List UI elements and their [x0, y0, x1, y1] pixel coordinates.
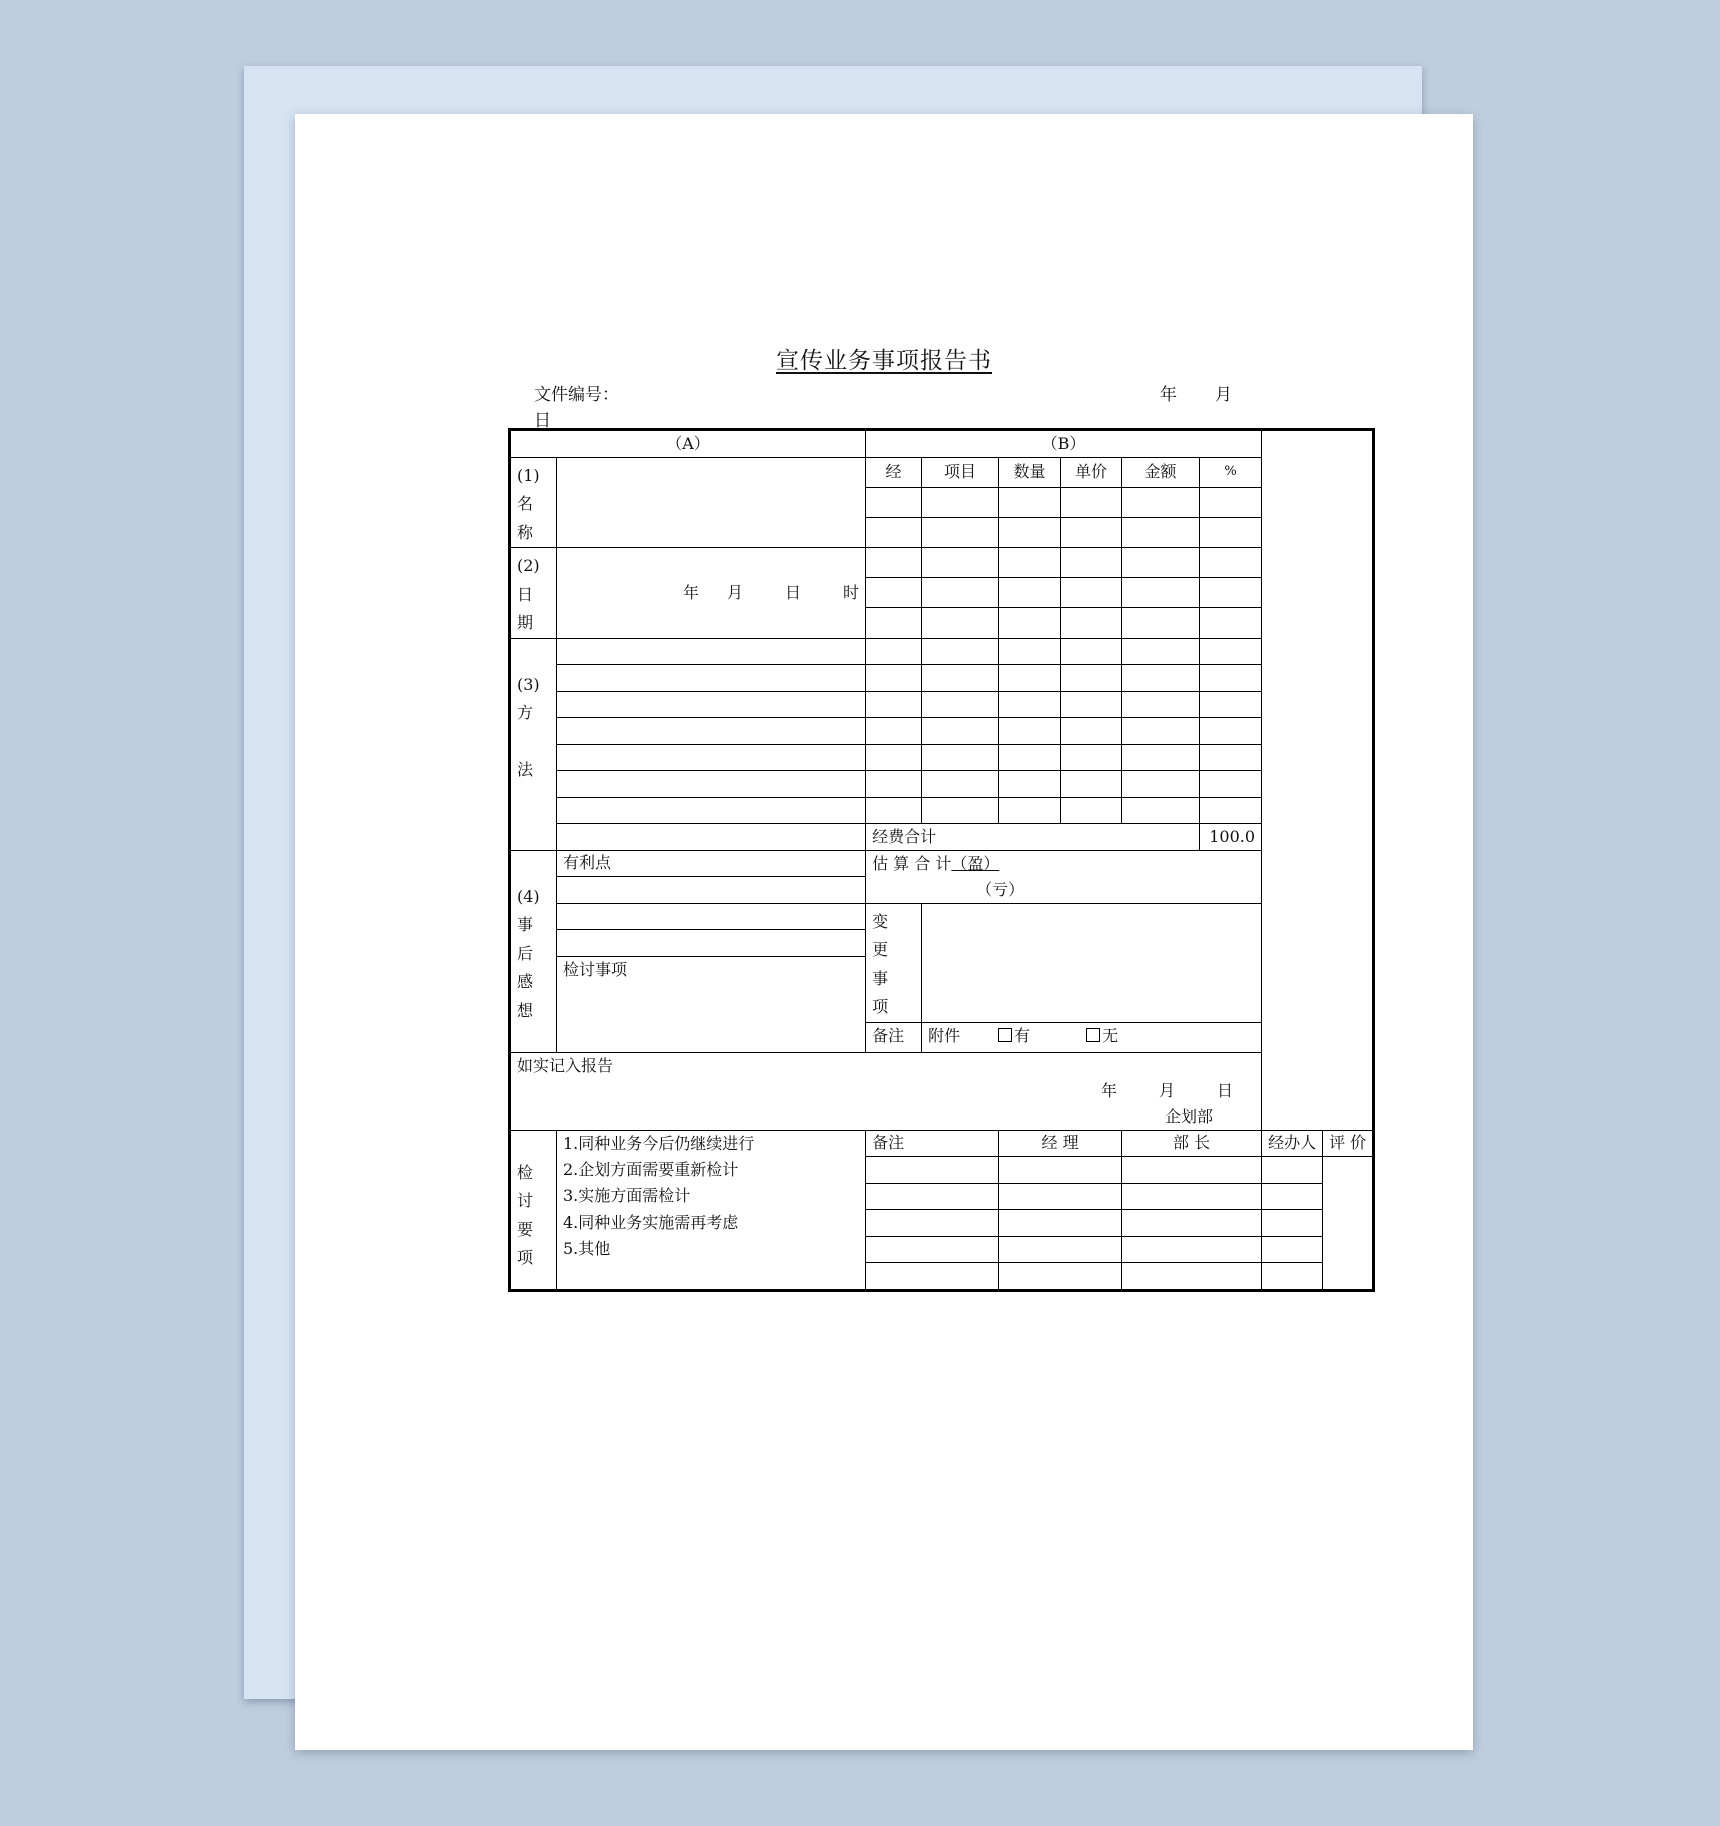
section-reflection-label: (4) 事 后 感 想 [510, 850, 557, 1053]
review-item: 3.实施方面需检计 [557, 1183, 866, 1210]
estimate-total: 估 算 合 计（盈） [866, 850, 1262, 877]
sign-header-evaluation: 评 价 [1323, 1130, 1374, 1157]
name-field[interactable] [557, 457, 866, 548]
truthful-report-label: 如实记入报告 [510, 1053, 1262, 1079]
attachment-yes-checkbox[interactable] [998, 1028, 1012, 1042]
section-name-label: (1) 名 称 [510, 457, 557, 548]
budget-header-amount: 金额 [1122, 457, 1200, 487]
budget-total-value: 100.0 [1200, 824, 1262, 851]
budget-header-item: 项目 [922, 457, 999, 487]
method-line[interactable] [557, 665, 866, 692]
review-item: 4.同种业务实施需再考虑 [557, 1210, 866, 1237]
advantage-line[interactable] [557, 877, 866, 904]
attachment-field: 附件 有 无 [922, 1022, 1262, 1053]
method-line[interactable] [557, 718, 866, 745]
file-number-label: 文件编号： [534, 385, 619, 405]
advantage-line[interactable] [557, 930, 866, 957]
section-date-label: (2) 日 期 [510, 548, 557, 639]
attachment-no-checkbox[interactable] [1086, 1028, 1100, 1042]
date-field[interactable]: 年 月 日 时 [557, 548, 866, 639]
change-items-field[interactable] [922, 903, 1262, 1022]
review-item: 5.其他 [557, 1236, 866, 1263]
review-item: 1.同种业务今后仍继续进行 [557, 1130, 866, 1157]
header-month: 月 [1215, 385, 1232, 405]
evaluation-field[interactable] [1323, 1157, 1374, 1291]
planning-dept: 企划部 [510, 1104, 1262, 1130]
advantage-line[interactable] [557, 903, 866, 930]
budget-total-label: 经费合计 [866, 824, 1200, 851]
sign-header-manager: 经 理 [999, 1130, 1122, 1157]
method-line[interactable] [557, 691, 866, 718]
report-form [508, 428, 1375, 1292]
sign-header-remarks: 备注 [866, 1130, 999, 1157]
truthful-date: 年 月 日 [510, 1079, 1262, 1105]
document-title: 宣传业务事项报告书 [776, 348, 992, 374]
method-line[interactable] [557, 638, 866, 665]
method-line[interactable] [557, 771, 866, 798]
budget-header-jing: 经 [866, 457, 922, 487]
budget-header-percent: % [1200, 457, 1262, 487]
sign-header-dept-head: 部 长 [1122, 1130, 1262, 1157]
budget-header-qty: 数量 [999, 457, 1061, 487]
method-line[interactable] [557, 797, 866, 824]
sign-header-handler: 经办人 [1262, 1130, 1323, 1157]
column-b-header: （B） [866, 430, 1262, 458]
review-item: 2.企划方面需要重新检计 [557, 1157, 866, 1184]
review-items-label: 检 讨 要 项 [510, 1130, 557, 1290]
method-line[interactable] [557, 744, 866, 771]
header-day: 日 [534, 411, 551, 431]
review-label: 检讨事项 [557, 956, 866, 1053]
header-year: 年 [1160, 385, 1177, 405]
estimate-loss: （亏） [866, 877, 1262, 904]
remarks-label: 备注 [866, 1022, 922, 1053]
advantages-label: 有利点 [557, 850, 866, 877]
method-line[interactable] [557, 824, 866, 851]
column-a-header: （A） [510, 430, 866, 458]
change-items-label: 变 更 事 项 [866, 903, 922, 1022]
section-method-label: (3) 方 法 [510, 638, 557, 850]
budget-header-price: 单价 [1061, 457, 1122, 487]
